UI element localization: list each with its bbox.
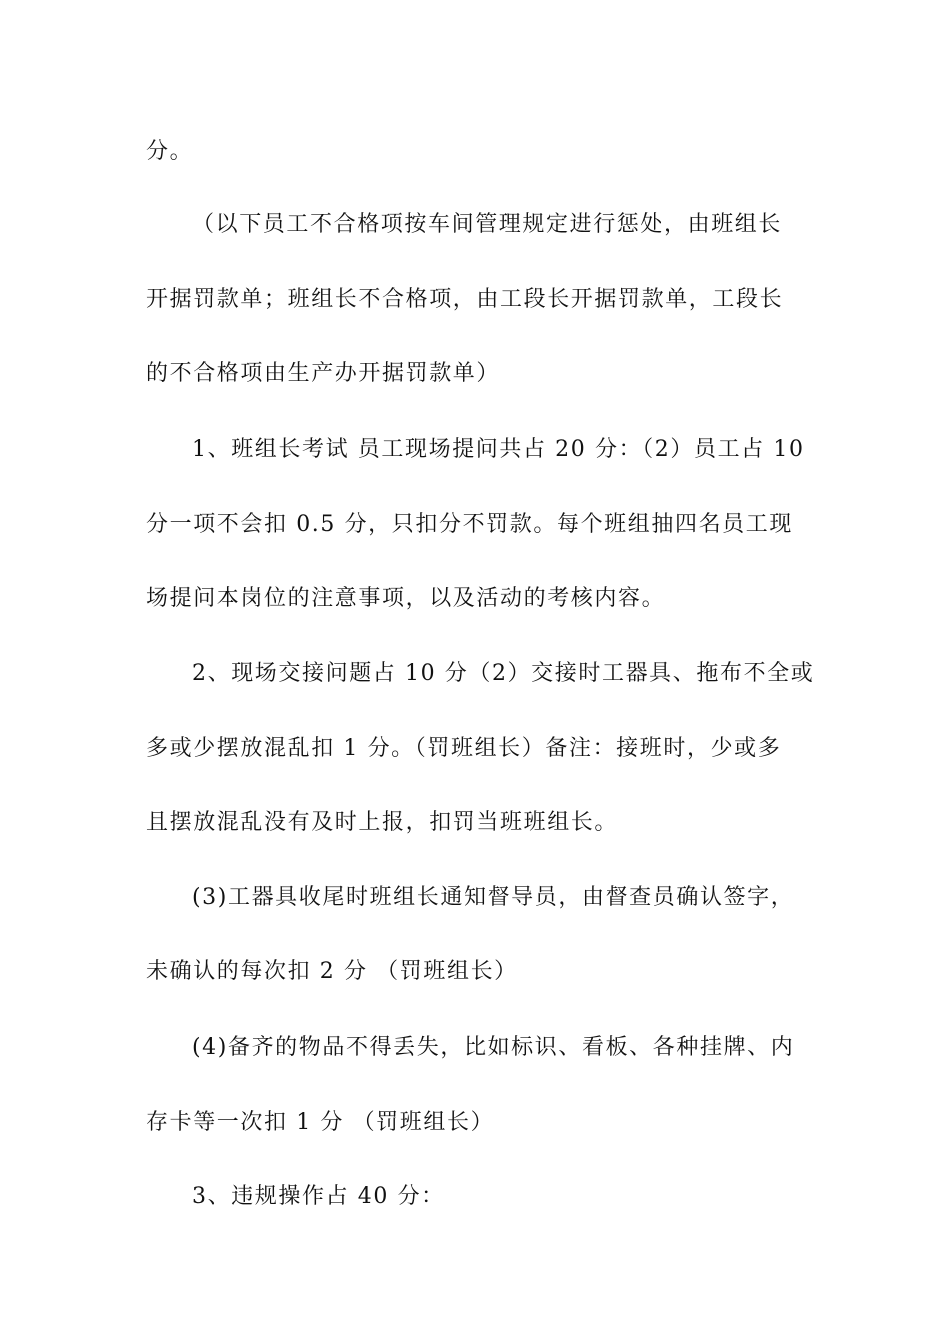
text-line: (4)备齐的物品不得丢失，比如标识、看板、各种挂牌、内 xyxy=(192,1035,795,1060)
text-line: 2、现场交接问题占 10 分（2）交接时工器具、拖布不全或 xyxy=(192,661,815,686)
text-line: 1、班组长考试 员工现场提问共占 20 分：（2）员工占 10 xyxy=(192,437,805,462)
text-line: 且摆放混乱没有及时上报，扣罚当班班组长。 xyxy=(146,810,619,835)
text-line: 多或少摆放混乱扣 1 分。（罚班组长）备注：接班时，少或多 xyxy=(146,736,782,761)
text-line: 存卡等一次扣 1 分 （罚班组长） xyxy=(146,1110,495,1135)
text-line: 的不合格项由生产办开据罚款单） xyxy=(146,361,501,386)
text-line: 场提问本岗位的注意事项，以及活动的考核内容。 xyxy=(146,586,666,611)
text-line: 分一项不会扣 0.5 分，只扣分不罚款。每个班组抽四名员工现 xyxy=(146,512,793,537)
text-line: 未确认的每次扣 2 分 （罚班组长） xyxy=(146,959,518,984)
text-line: 分。 xyxy=(146,139,194,164)
text-line: (3)工器具收尾时班组长通知督导员，由督查员确认签字， xyxy=(192,885,795,910)
text-line: 开据罚款单；班组长不合格项，由工段长开据罚款单，工段长 xyxy=(146,287,784,312)
text-line: （以下员工不合格项按车间管理规定进行惩处，由班组长 xyxy=(192,212,783,237)
text-line: 3、违规操作占 40 分： xyxy=(192,1184,445,1209)
